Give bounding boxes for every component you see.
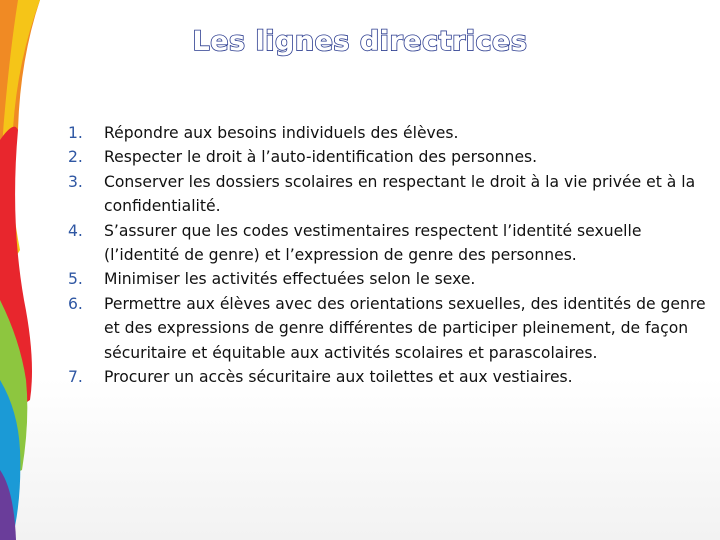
- list-item: [68, 145, 708, 169]
- rainbow-ribbon-decoration: [0, 0, 70, 540]
- list-item: [68, 365, 708, 389]
- list-item-text: Minimiser les activités effectuées selon le sexe.: [104, 270, 476, 289]
- list-item-text: Répondre aux besoins individuels des élèves.: [104, 124, 459, 142]
- list-item-number: 7.: [68, 368, 83, 387]
- list-item-number: 1.: [68, 124, 83, 142]
- list-item-text: Respecter le droit à l’auto-identification des personnes.: [104, 148, 538, 167]
- list-item-number: 4.: [68, 221, 83, 240]
- list-item: [68, 292, 708, 365]
- list-item: [68, 219, 708, 268]
- list-item: [68, 267, 708, 291]
- list-item-number: 3.: [68, 172, 83, 191]
- list-item-text: S’assurer que les codes vestimentaires respectent l’identité sexuelle (l’identité de genre) et l’expression de genre des personnes.: [104, 221, 642, 265]
- slide-title: Les lignes directrices: [192, 26, 528, 57]
- list-item-text: Conserver les dossiers scolaires en respectant le droit à la vie privée et à la confidentialité.: [104, 172, 696, 216]
- list-item-number: 6.: [68, 294, 83, 313]
- list-item-number: 2.: [68, 148, 83, 167]
- list-item: [68, 170, 708, 219]
- list-item-text: Procurer un accès sécuritaire aux toilettes et aux vestiaires.: [104, 368, 573, 387]
- list-item-text: Permettre aux élèves avec des orientations sexuelles, des identités de genre et des expressions de genre différentes de participer pleinement, de façon sécuritaire et équitable aux activités scolaires et parascolaires.: [104, 294, 706, 362]
- guidelines-list: [68, 121, 708, 389]
- list-item: [68, 121, 708, 145]
- list-item-number: 5.: [68, 270, 83, 289]
